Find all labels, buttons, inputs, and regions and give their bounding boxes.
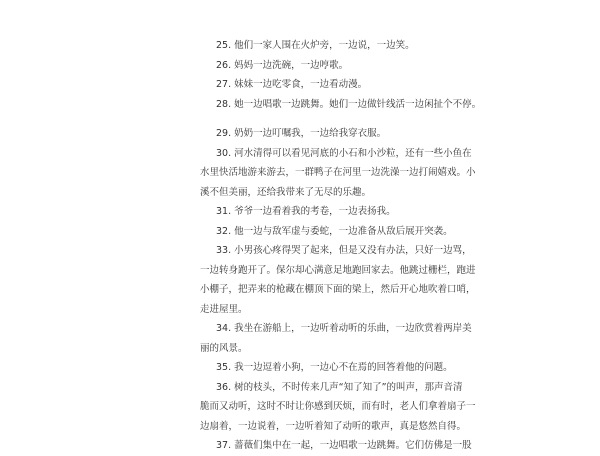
item-text: 他们一家人围在火炉旁，一边说，一边笑。: [234, 40, 415, 51]
item-number: 30.: [216, 147, 232, 159]
list-item: [200, 436, 472, 456]
list-item: [200, 56, 405, 76]
item-number: 34.: [216, 323, 232, 334]
item-text: 他一边与敌军虚与委蛇，一边准备从敌后展开突袭。: [234, 225, 453, 237]
item-first-line: [200, 56, 405, 76]
item-first-line: [200, 95, 482, 115]
list-item: [200, 144, 476, 203]
item-first-line: [200, 124, 405, 144]
item-first-line: [200, 378, 463, 398]
item-first-line: [200, 241, 472, 261]
item-text: 河水清得可以看见河底的小石和小沙粒，还有一些小鱼在: [234, 147, 472, 159]
item-text: 我坐在游船上，一边听着动听的乐曲，一边欣赏着两岸美: [234, 323, 472, 334]
item-number: 28.: [216, 98, 232, 110]
item-first-line: [200, 144, 472, 164]
item-number: 35.: [216, 362, 232, 373]
item-first-line: [200, 358, 453, 378]
item-text-line: 丽的风景。: [200, 342, 248, 354]
item-text-line: 小棚子，把弄来的枪藏在棚顶下面的梁上，然后开心地吹着口哨，: [200, 284, 476, 295]
item-number: 33.: [216, 245, 232, 256]
item-first-line: [200, 436, 472, 456]
item-number: 26.: [216, 59, 232, 71]
list-item: [200, 358, 453, 378]
item-number: 32.: [216, 225, 232, 237]
item-number: 37.: [216, 440, 232, 451]
item-text: 我一边逗着小狗，一边心不在焉的回答着他的问题。: [234, 362, 453, 373]
item-first-line: [200, 36, 415, 56]
list-item: [200, 75, 405, 95]
item-text-line: 溪不但美丽，还给我带来了无尽的乐趣。: [200, 186, 372, 198]
item-text: 小男孩心疼得哭了起来，但是又没有办法，只好一边骂，: [234, 245, 472, 256]
item-first-line: [200, 319, 472, 339]
item-text-line: 边扇着，一边说着，一边听着知了动听的歌声，真是悠然自得。: [200, 420, 467, 432]
item-text-line: 脆而又动听，这时不时让你感到厌烦，而有时，老人们拿着扇子一: [200, 401, 476, 412]
item-text-line: 一边转身跑开了。保尔却心满意足地跑回家去。他跳过栅栏，跑进: [200, 264, 476, 276]
item-text-line: 走进屋里。: [200, 303, 248, 315]
item-number: 29.: [216, 128, 232, 139]
item-first-line: [200, 75, 405, 95]
item-text: 妹妹一边吃零食，一边看动漫。: [234, 79, 368, 90]
item-text: 妈妈一边洗碗，一边哼歌。: [234, 59, 349, 71]
item-number: 27.: [216, 79, 232, 90]
item-text: 她一边唱歌一边跳舞。她们一边做针线活一边闲扯个不停。: [234, 98, 482, 110]
item-number: 31.: [216, 206, 232, 217]
item-number: 25.: [216, 40, 232, 51]
item-number: 36.: [216, 381, 232, 393]
list-item: [200, 222, 453, 242]
item-text: 奶奶一边叮嘱我，一边给我穿衣服。: [234, 128, 387, 139]
item-text-line: 水里快活地游来游去，一群鸭子在河里一边洗澡一边打闹嬉戏。小: [200, 167, 476, 178]
item-text: 树的枝头，不时传来几声“知了知了”的叫声，那声音清: [234, 381, 463, 393]
list-item: [200, 95, 482, 115]
item-first-line: [200, 222, 453, 242]
item-text: 爷爷一边看着我的考卷，一边表扬我。: [234, 206, 396, 217]
list-item: [200, 36, 415, 56]
item-first-line: [200, 202, 405, 222]
list-item: [200, 241, 476, 319]
list-item: [200, 319, 472, 358]
item-text: 蔷薇们集中在一起，一边唱歌一边跳舞。它们仿佛是一股: [234, 440, 472, 451]
list-item: [200, 202, 405, 222]
list-item: [200, 378, 476, 437]
list-item: [200, 124, 405, 144]
